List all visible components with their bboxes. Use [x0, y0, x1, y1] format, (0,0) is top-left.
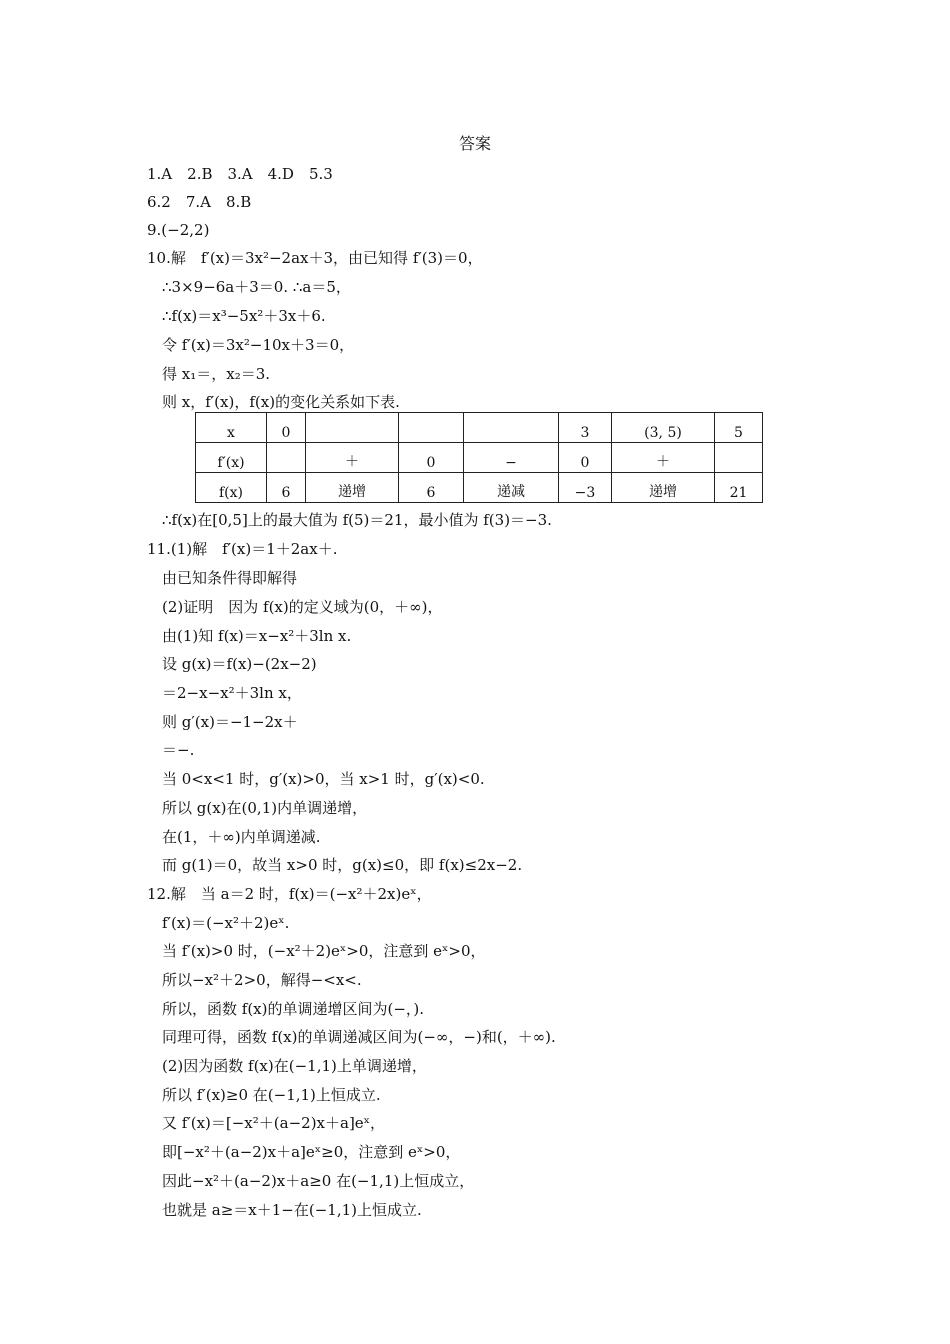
answer-line: 则 g′(x)＝−1−2x＋ [162, 713, 298, 731]
answer-line: 9.(−2,2) [147, 221, 210, 239]
answer-line: 6.2 7.A 8.B [147, 193, 252, 211]
table-cell: (3, 5) [612, 413, 715, 443]
answer-line: 得 x₁＝，x₂＝3. [162, 365, 271, 383]
table-cell: − [464, 443, 559, 473]
table-cell: ＋ [612, 443, 715, 473]
variation-table [195, 412, 763, 503]
table-row [196, 473, 763, 503]
table-row-header: f(x) [196, 473, 267, 503]
answer-line: 令 f′(x)＝3x²−10x＋3＝0， [162, 336, 355, 354]
table-cell [399, 413, 464, 443]
answer-line: 由已知条件得即解得 [162, 569, 298, 587]
table-row [196, 443, 763, 473]
answer-line: (2)证明 因为 f(x)的定义域为(0，＋∞)， [162, 598, 443, 616]
table-cell [715, 443, 763, 473]
answer-line: 而 g(1)＝0，故当 x>0 时，g(x)≤0，即 f(x)≤2x−2. [162, 856, 523, 874]
answer-line: ＝−. [162, 741, 195, 759]
answer-line: 12.解 当 a＝2 时，f(x)＝(−x²＋2x)eˣ， [147, 885, 432, 903]
answer-line: 则 x，f′(x)，f(x)的变化关系如下表. [162, 393, 400, 411]
answer-line: 设 g(x)＝f(x)−(2x−2) [162, 655, 317, 673]
table-cell [306, 413, 399, 443]
table-cell: 6 [267, 473, 306, 503]
table-row-header: x [196, 413, 267, 443]
table-row-header: f′(x) [196, 443, 267, 473]
answer-line: 当 0<x<1 时，g′(x)>0，当 x>1 时，g′(x)<0. [162, 770, 485, 788]
table-cell: 递减 [464, 473, 559, 503]
answer-line: ∴f(x)在[0,5]上的最大值为 f(5)＝21，最小值为 f(3)＝−3. [162, 511, 552, 529]
table-cell: −3 [559, 473, 612, 503]
answer-line: 11.(1)解 f′(x)＝1＋2ax＋. [147, 540, 338, 558]
answer-line: 又 f′(x)＝[−x²＋(a−2)x＋a]eˣ， [162, 1114, 386, 1132]
table-cell: 0 [559, 443, 612, 473]
answer-line: 所以，函数 f(x)的单调递增区间为(−，). [162, 1000, 425, 1018]
answer-line: ∴f(x)＝x³−5x²＋3x＋6. [162, 307, 326, 325]
answer-line: ∴3×9−6a＋3＝0. ∴a＝5， [162, 278, 351, 296]
table-cell: 21 [715, 473, 763, 503]
answer-line: (2)因为函数 f(x)在(−1,1)上单调递增， [162, 1057, 427, 1075]
table-cell: 6 [399, 473, 464, 503]
answer-line: 因此−x²＋(a−2)x＋a≥0 在(−1,1)上恒成立， [162, 1172, 475, 1190]
answer-line: ＝2−x−x²＋3ln x， [162, 684, 302, 702]
table-cell: 递增 [306, 473, 399, 503]
table-cell: 0 [399, 443, 464, 473]
table-cell: ＋ [306, 443, 399, 473]
answer-line: 10.解 f′(x)＝3x²−2ax＋3，由已知得 f′(3)＝0， [147, 249, 483, 267]
answer-line: 即[−x²＋(a−2)x＋a]eˣ≥0，注意到 eˣ>0， [162, 1143, 461, 1161]
answer-line: 由(1)知 f(x)＝x−x²＋3ln x. [162, 627, 352, 645]
answer-line: 同理可得，函数 f(x)的单调递减区间为(−∞，−)和(，＋∞). [162, 1028, 556, 1046]
answer-line: 所以−x²＋2>0，解得−<x<. [162, 971, 362, 989]
answer-line: f′(x)＝(−x²＋2)eˣ. [162, 914, 290, 932]
page-title: 答案 [458, 134, 491, 153]
answer-line: 在(1，＋∞)内单调递减. [162, 828, 321, 846]
table-cell: 0 [267, 413, 306, 443]
answer-line: 也就是 a≥＝x＋1−在(−1,1)上恒成立. [162, 1201, 422, 1219]
table-cell: 3 [559, 413, 612, 443]
table-cell [267, 443, 306, 473]
answer-line: 当 f′(x)>0 时，(−x²＋2)eˣ>0，注意到 eˣ>0， [162, 942, 486, 960]
answer-line: 1.A 2.B 3.A 4.D 5.3 [147, 165, 333, 183]
table-row [196, 413, 763, 443]
answer-line: 所以 f′(x)≥0 在(−1,1)上恒成立. [162, 1086, 381, 1104]
table-cell: 5 [715, 413, 763, 443]
table-cell [464, 413, 559, 443]
table-cell: 递增 [612, 473, 715, 503]
answer-line: 所以 g(x)在(0,1)内单调递增， [162, 799, 368, 817]
